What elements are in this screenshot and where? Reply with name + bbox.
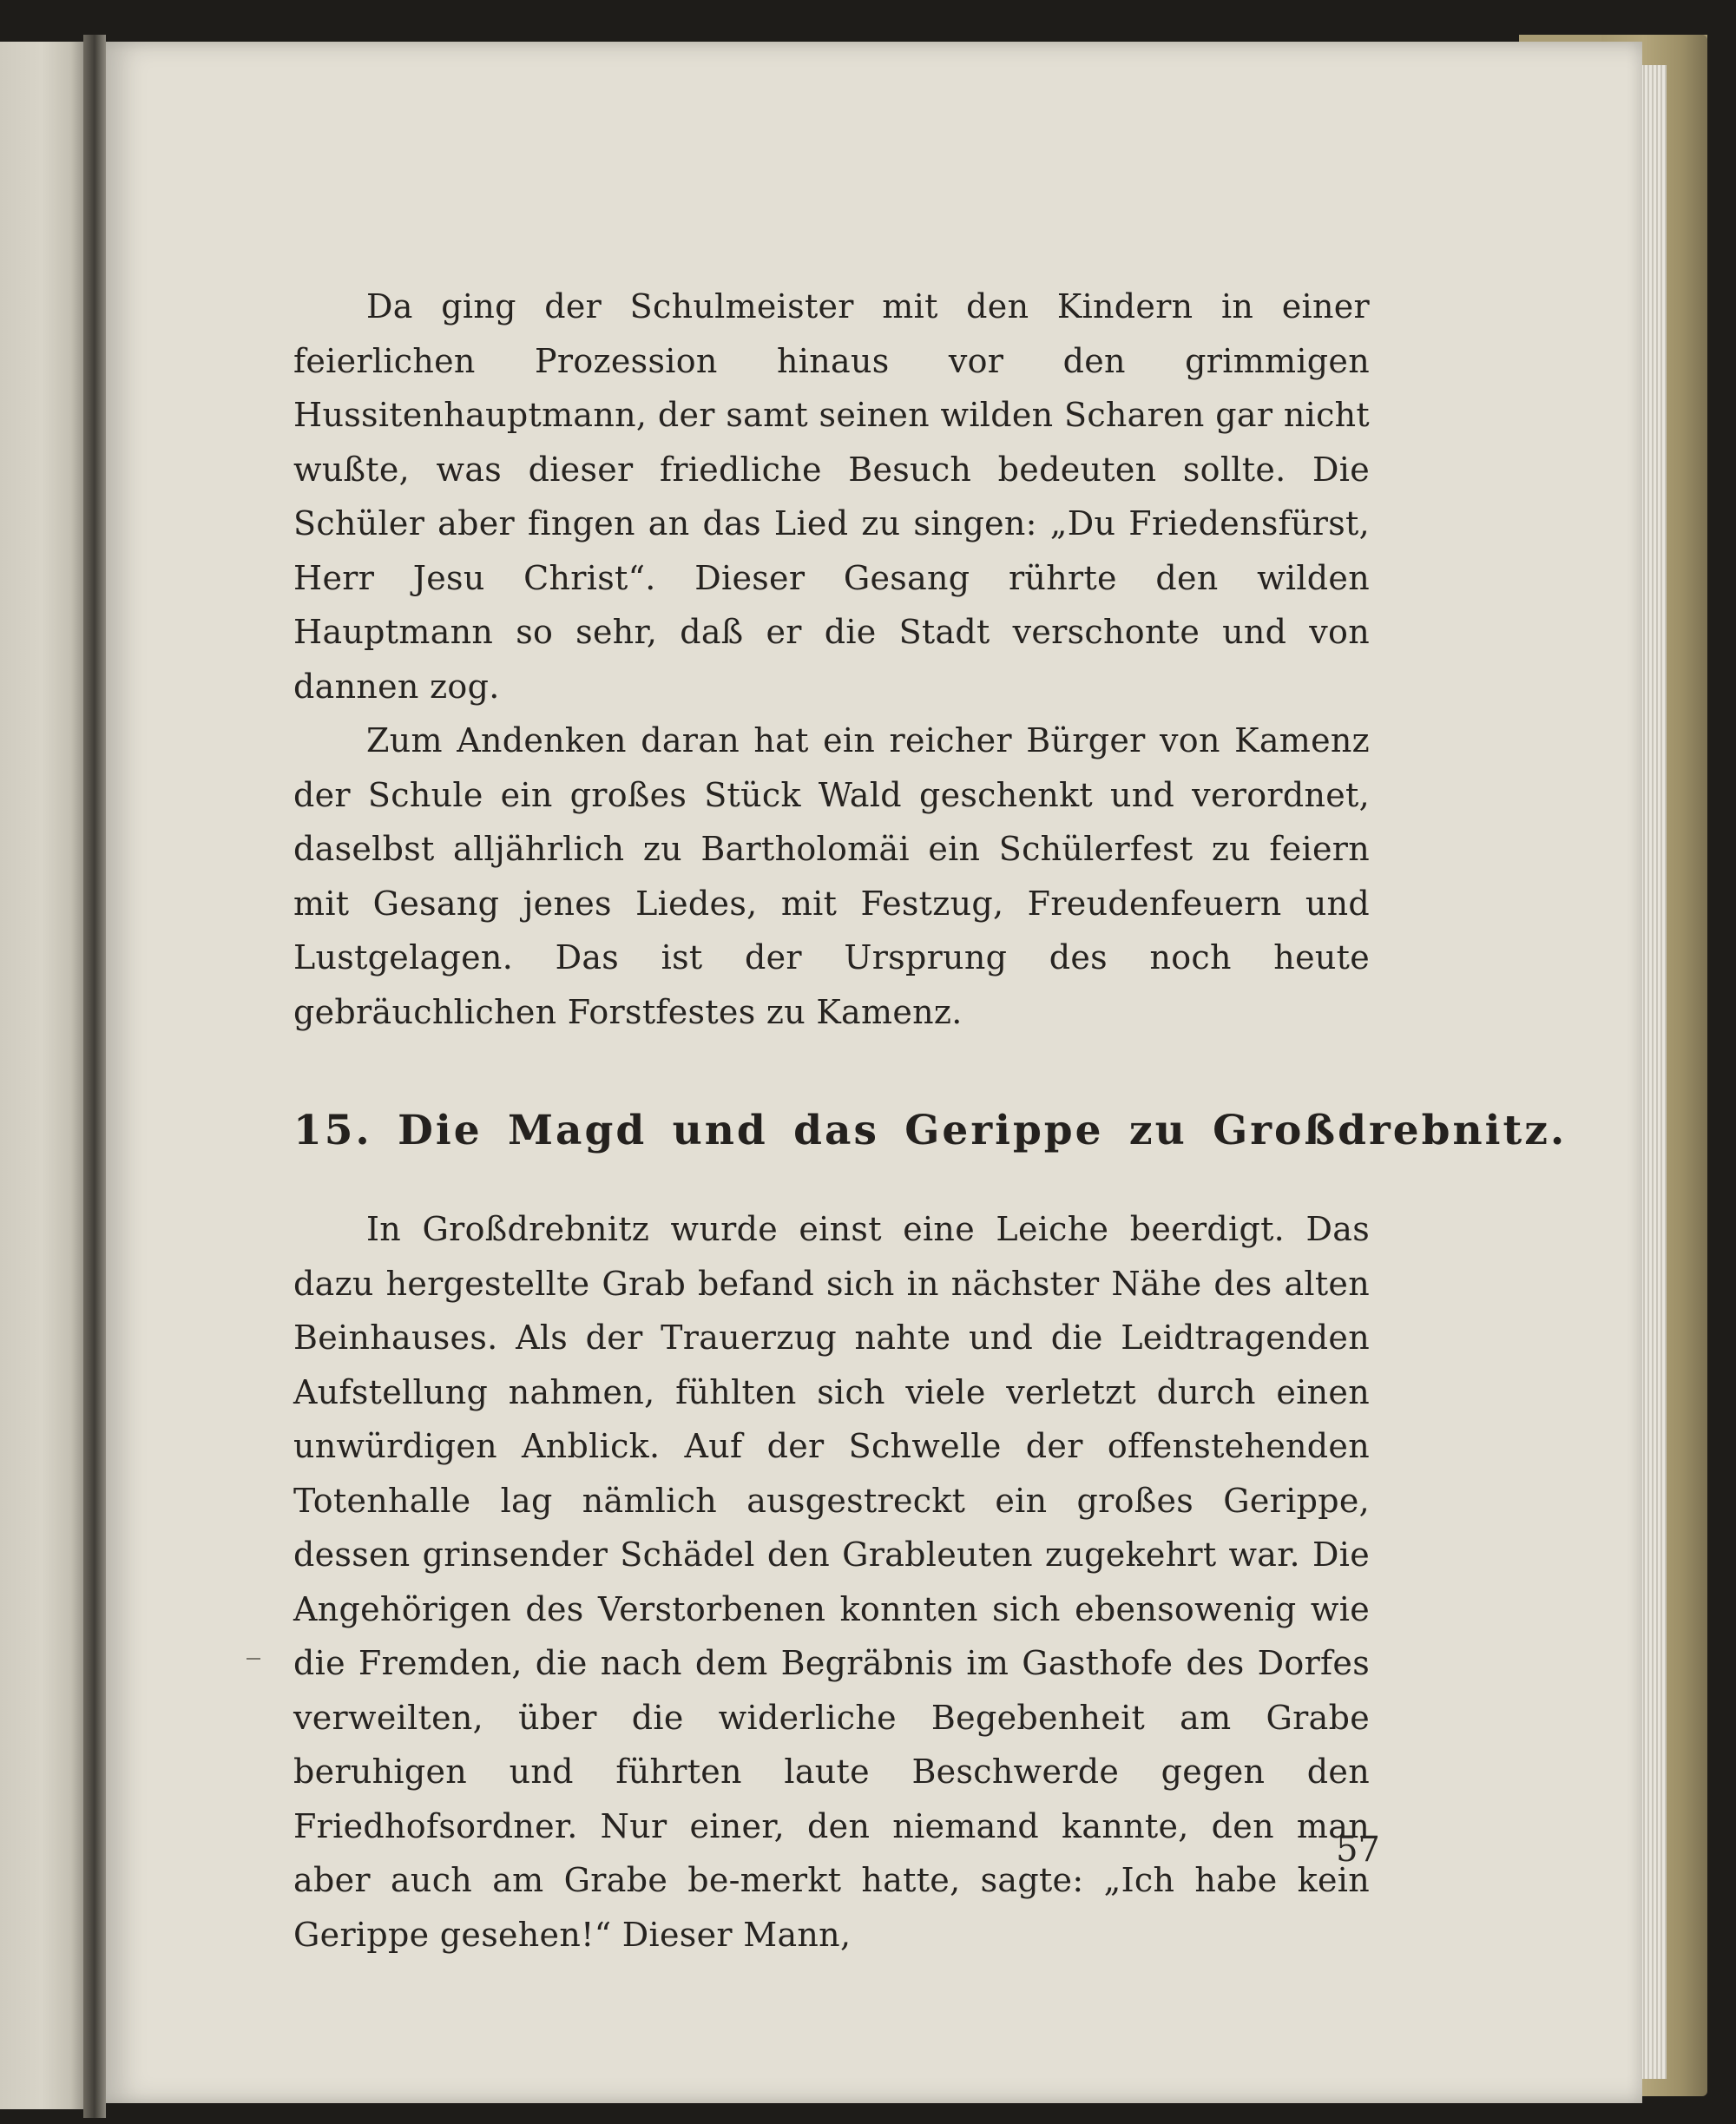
book-gutter xyxy=(83,35,106,2118)
paragraph: In Großdrebnitz wurde einst eine Leiche beerdigt. Das dazu hergestellte Grab befand sich in nächster Nähe des alten Beinhauses. Als der Trauerzug nahte und die Leidtragenden Aufstellung nahmen, fühlten sich viele verletzt durch einen unwürdigen Anblick. Auf der Schwelle der offenstehenden Totenhalle lag nämlich ausgestreckt ein großes Gerippe, dessen grinsender Schädel den Grableuten zugekehrt war. Die Angehörigen des Verstorbenen konnten sich ebensowenig wie die Fremden, die nach dem Begräbnis im Gasthofe des Dorfes verweilten, über die widerliche Begebenheit am Grabe beruhigen und führten laute Beschwerde gegen den Friedhofsordner. Nur einer, den niemand kannte, den man aber auch am Grabe be-merkt hatte, sagte: „Ich habe kein Gerippe gesehen!“ Dieser Mann, xyxy=(293,1210,1370,1954)
left-page-edge xyxy=(0,42,83,2109)
text-block xyxy=(293,279,1568,1962)
section-heading: 15. Die Magd und das Gerippe zu Großdrebnitz. xyxy=(293,1107,1568,1154)
paragraph: Da ging der Schulmeister mit den Kindern in einer feierlichen Prozession hinaus vor den grimmigen Hussitenhauptmann, der samt seinen wilden Scharen gar nicht wußte, was dieser friedliche Besuch bedeuten sollte. Die Schüler aber fingen an das Lied zu singen: „Du Friedensfürst, Herr Jesu Christ“. Dieser Gesang rührte den wilden Hauptmann so sehr, daß er die Stadt verschonte und von dannen zog. xyxy=(293,287,1370,706)
margin-mark xyxy=(247,1658,260,1660)
page-number: 57 xyxy=(1336,1830,1380,1870)
paragraph: Zum Andenken daran hat ein reicher Bürger von Kamenz der Schule ein großes Stück Wald geschenkt und verordnet, daselbst alljährlich zu Bartholomäi ein Schülerfest zu feiern mit Gesang jenes Liedes, mit Festzug, Freudenfeuern und Lustgelagen. Das ist der Ursprung des noch heute gebräuchlichen Forstfestes zu Kamenz. xyxy=(293,721,1370,1031)
